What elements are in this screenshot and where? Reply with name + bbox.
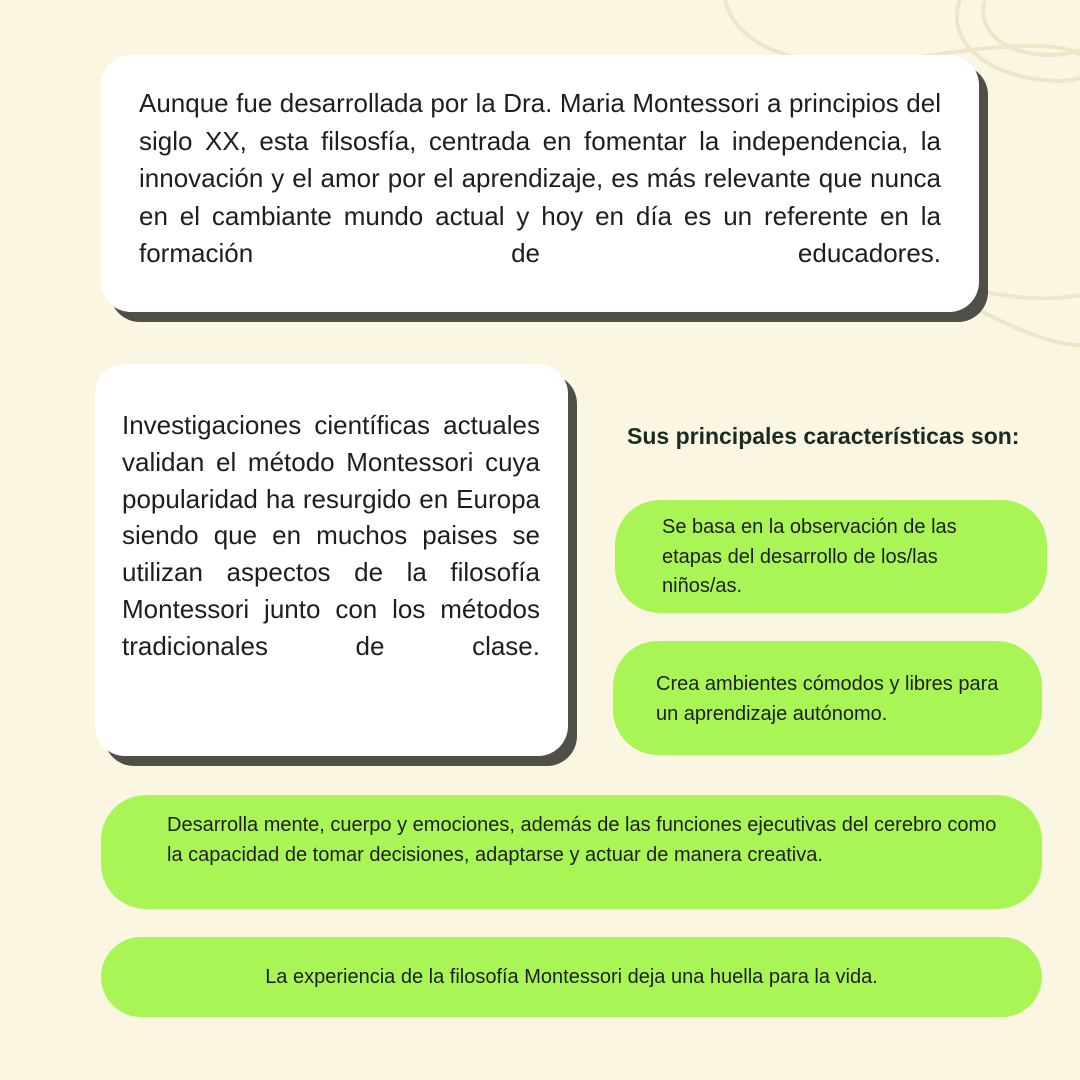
characteristic-text: Se basa en la observación de las etapas del desarrollo de los/las niños/as. — [662, 516, 957, 597]
characteristic-item-environments — [613, 641, 1042, 755]
intro-text: Aunque fue desarrollada por la Dra. Maria Montessori a principios del siglo XX, esta filsosfía, centrada en fomentar la independencia, la innovación y el amor por el aprendizaje, es más relevante que nunca en el cambiante mundo actual y hoy en día es un referente en la formación de educadores. — [139, 88, 941, 268]
closing-text: La experiencia de la filosofía Montessori deja una huella para la vida. — [265, 966, 878, 988]
characteristic-item-development — [101, 795, 1042, 909]
characteristics-heading: Sus principales características son: — [627, 423, 1020, 449]
characteristic-item-observation — [615, 500, 1047, 613]
characteristic-text: Crea ambientes cómodos y libres para un aprendizaje autónomo. — [656, 673, 999, 725]
intro-card — [101, 55, 979, 312]
characteristic-text: Desarrolla mente, cuerpo y emociones, además de las funciones ejecutivas del cerebro como la capacidad de tomar decisiones, adaptarse y actuar de manera creativa. — [167, 814, 997, 866]
research-text: Investigaciones científicas actuales validan el método Montessori cuya popularidad ha resurgido en Europa siendo que en muchos paises se utilizan aspectos de la filosofía Montessori junto con los métodos tradicionales de clase. — [122, 410, 540, 661]
closing-banner — [101, 937, 1042, 1017]
research-card — [95, 364, 568, 756]
